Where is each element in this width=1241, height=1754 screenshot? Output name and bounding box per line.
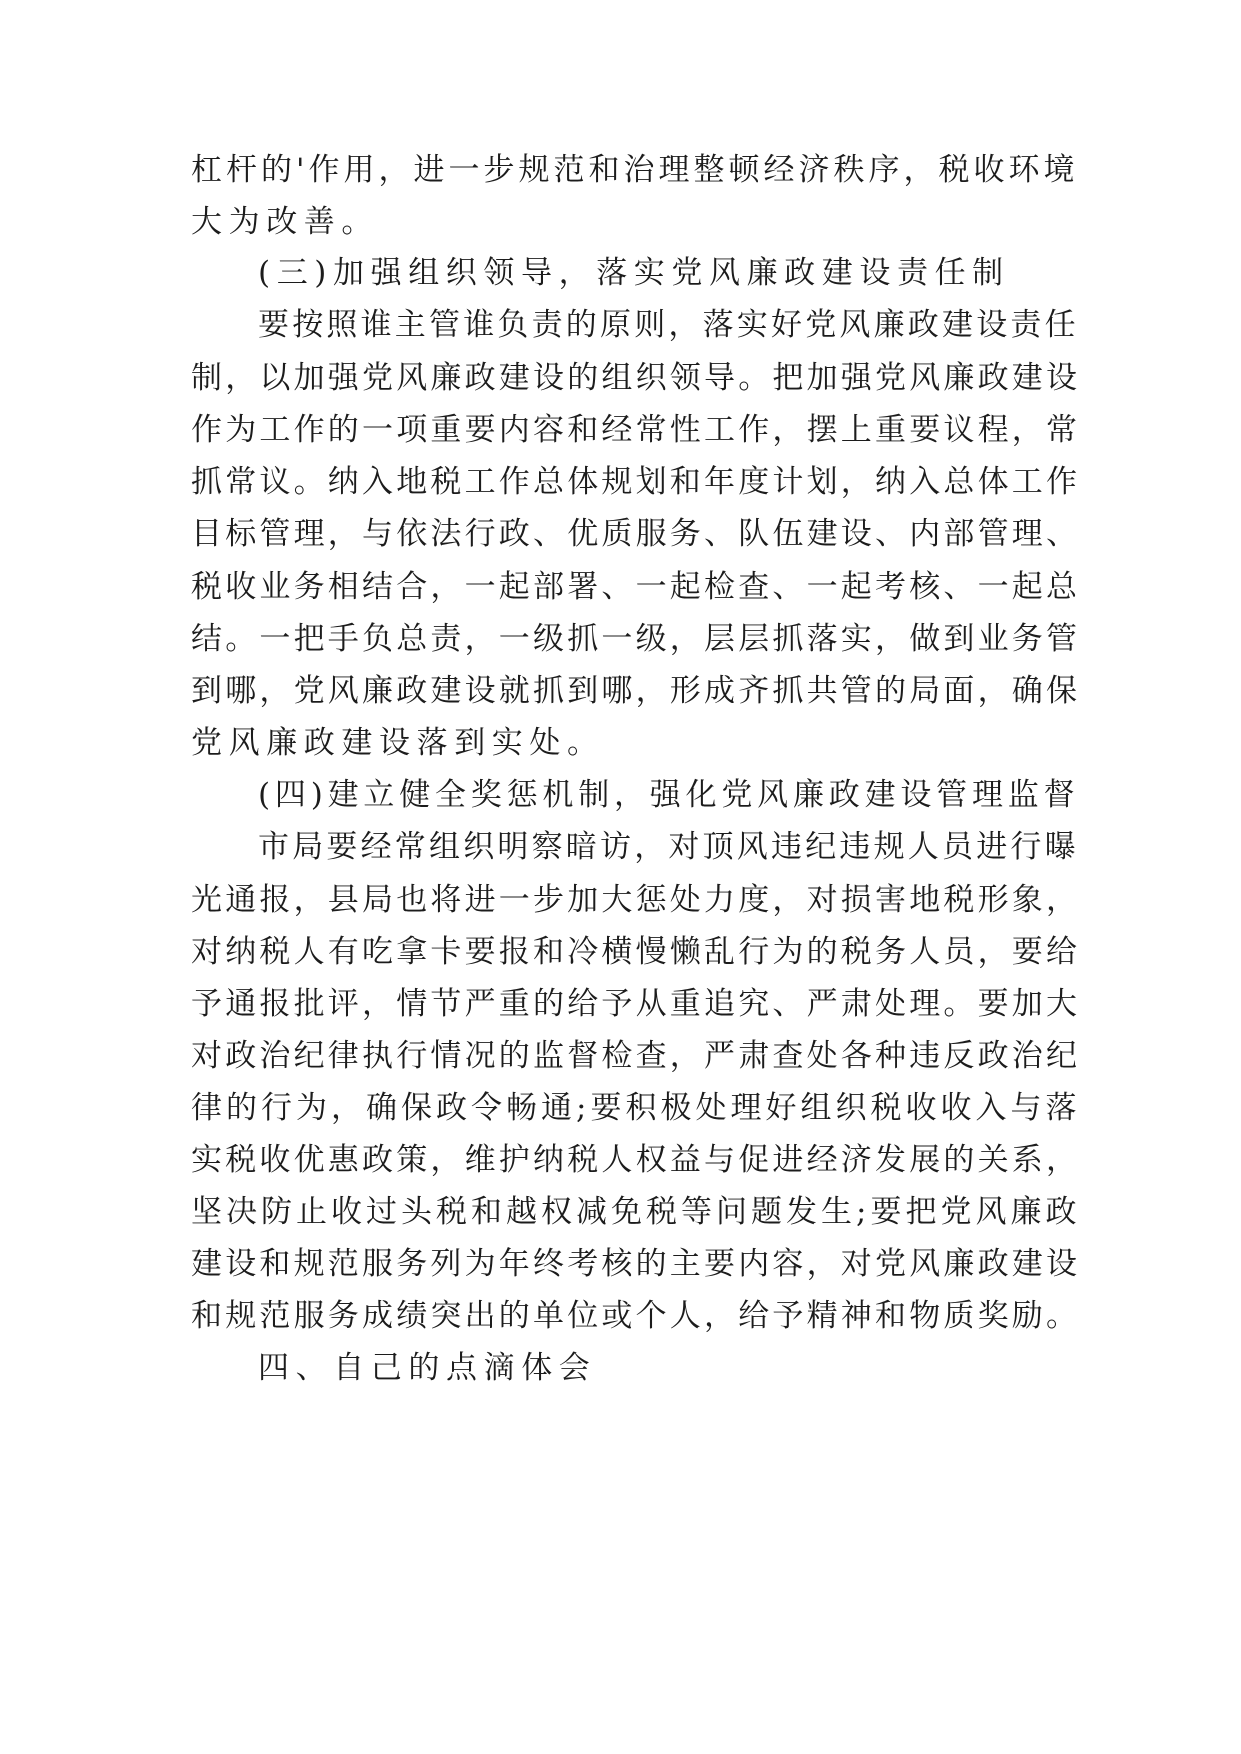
text-line: 对政治纪律执行情况的监督检查，严肃查处各种违反政治纪 <box>191 1038 1081 1074</box>
text-line: 杠杆的'作用，进一步规范和治理整顿经济秩序，税收环境 <box>191 152 1079 188</box>
text-line: 市局要经常组织明察暗访，对顶风违纪违规人员进行曝 <box>258 829 1079 865</box>
text-line: 建设和规范服务列为年终考核的主要内容，对党风廉政建设 <box>191 1246 1081 1282</box>
section-heading: (三)加强组织领导，落实党风廉政建设责任制 <box>258 255 1010 291</box>
text-line: 党风廉政建设落到实处。 <box>191 725 605 761</box>
text-line: 坚决防止收过头税和越权减免税等问题发生;要把党风廉政 <box>191 1194 1081 1230</box>
section-heading: (四)建立健全奖惩机制，强化党风廉政建设管理监督 <box>258 777 1080 813</box>
text-line: 律的行为，确保政令畅通;要积极处理好组织税收收入与落 <box>191 1090 1081 1126</box>
text-line: 光通报，县局也将进一步加大惩处力度，对损害地税形象， <box>191 882 1081 918</box>
text-line: 实税收优惠政策，维护纳税人权益与促进经济发展的关系， <box>191 1142 1081 1178</box>
text-line: 对纳税人有吃拿卡要报和冷横慢懒乱行为的税务人员，要给 <box>191 934 1081 970</box>
section-heading: 四、自己的点滴体会 <box>258 1350 597 1386</box>
text-line: 目标管理，与依法行政、优质服务、队伍建设、内部管理、 <box>191 516 1081 552</box>
text-line: 予通报批评，情节严重的给予从重追究、严肃处理。要加大 <box>191 986 1081 1022</box>
text-line: 要按照谁主管谁负责的原则，落实好党风廉政建设责任 <box>258 307 1079 343</box>
text-line: 作为工作的一项重要内容和经常性工作，摆上重要议程，常 <box>191 412 1081 448</box>
text-line: 制，以加强党风廉政建设的组织领导。把加强党风廉政建设 <box>191 360 1081 396</box>
text-line: 税收业务相结合，一起部署、一起检查、一起考核、一起总 <box>191 569 1081 605</box>
text-line: 大为改善。 <box>191 204 379 240</box>
text-line: 结。一把手负总责，一级抓一级，层层抓落实，做到业务管 <box>191 621 1081 657</box>
text-line: 抓常议。纳入地税工作总体规划和年度计划，纳入总体工作 <box>191 464 1081 500</box>
text-line: 和规范服务成绩突出的单位或个人，给予精神和物质奖励。 <box>191 1298 1081 1334</box>
text-line: 到哪，党风廉政建设就抓到哪，形成齐抓共管的局面，确保 <box>191 673 1081 709</box>
